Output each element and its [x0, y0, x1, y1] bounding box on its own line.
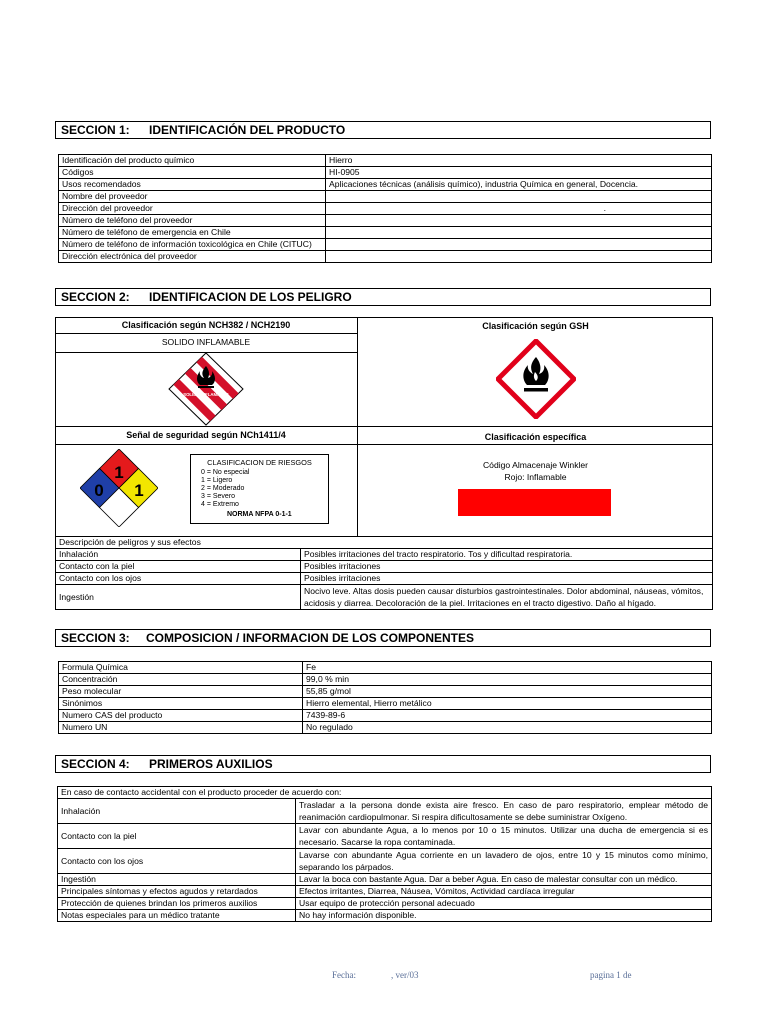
nch-header: Clasificación según NCH382 / NCH2190 [121, 320, 291, 330]
section-title: PRIMEROS AUXILIOS [149, 757, 273, 771]
table-row: Concentración 99,0 % min [59, 674, 712, 686]
table-row: Dirección del proveedor . [59, 203, 712, 215]
section-number: SECCION 1: [61, 123, 130, 137]
product-identification-table [58, 154, 712, 263]
table-row: Número de teléfono de emergencia en Chile [59, 227, 712, 239]
table-row: Inhalación Posibles irritaciones del tracto respiratorio. Tos y dificultad respiratoria. [56, 549, 713, 561]
table-row: Nombre del proveedor [59, 191, 712, 203]
winkler-code-label: Código Almacenaje Winkler [482, 460, 589, 470]
senal-header: Señal de seguridad según NCh1411/4 [126, 430, 286, 440]
table-row: Notas especiales para un médico tratante No hay información disponible. [58, 910, 712, 922]
legend-title: CLASIFICACION DE RIESGOS [207, 458, 312, 467]
section-number: SECCION 4: [61, 757, 130, 771]
table-row: Contacto con la piel Lavar con abundante Agua, a lo menos por 10 o 15 minutos. Utilizar una ducha de emergencia si es necesario. Sacarse la ropa contaminada. [58, 824, 712, 849]
table-row: Numero CAS del producto 7439-89-6 [59, 710, 712, 722]
especifica-header: Clasificación específica [484, 432, 587, 442]
composition-table [58, 661, 712, 734]
legend-item: 4 = Extremo [201, 501, 239, 508]
first-aid-table [57, 786, 712, 922]
footer-fecha: Fecha: [332, 970, 356, 980]
nfpa-reactivity: 1 [134, 481, 144, 500]
section-number: SECCION 3: [61, 631, 130, 645]
legend-item: 1 = Ligero [201, 477, 233, 484]
nfpa-diamond-icon [80, 449, 158, 527]
nfpa-flammability: 1 [114, 463, 124, 482]
ghs-flame-pictogram-icon [496, 339, 576, 419]
section-number: SECCION 2: [61, 290, 130, 304]
legend-item: 0 = No especial [201, 469, 250, 476]
table-row: Sinónimos Hierro elemental, Hierro metálico [59, 698, 712, 710]
nfpa-health: 0 [94, 481, 104, 500]
table-row: Contacto con los ojos Posibles irritaciones [56, 573, 713, 585]
table-row: Códigos HI-0905 [59, 167, 712, 179]
footer-page: pagina 1 de [590, 970, 632, 980]
nch-value: SOLIDO INFLAMABLE [161, 337, 251, 347]
table-row: Descripción de peligros y sus efectos [56, 537, 713, 549]
table-row: Contacto con los ojos Lavarse con abundante Agua corriente en un lavadero de ojos, entre 10 y 15 minutos como mínimo, separando los párpados. [58, 849, 712, 874]
table-row: Dirección electrónica del proveedor [59, 251, 712, 263]
nfpa-norma: NORMA NFPA 0-1-1 [227, 511, 292, 518]
table-row: Ingestión Lavar la boca con bastante Agua. Dar a beber Agua. En caso de malestar consultar con un médico. [58, 874, 712, 886]
table-row: Contacto con la piel Posibles irritaciones [56, 561, 713, 573]
legend-item: 2 = Moderado [201, 485, 245, 492]
table-row: Principales síntomas y efectos agudos y retardados Efectos irritantes, Diarrea, Náusea, Vómitos, Actividad cardíaca irregular [58, 886, 712, 898]
flammable-solid-placard-icon [168, 352, 244, 426]
section-header-1 [55, 121, 711, 139]
section-header-2 [55, 288, 711, 306]
section-title: COMPOSICION / INFORMACION DE LOS COMPONENTES [146, 631, 475, 645]
table-row: Inhalación Trasladar a la persona donde exista aire fresco. En caso de paro respiratorio, emplear método de reanimación cardiopulmonar. Si respira dificultosamente se debe suministrar Oxígeno. [58, 799, 712, 824]
placard-text: SOLIDO INFLAMABLE [183, 392, 229, 397]
section-header-3 [55, 629, 711, 647]
legend-item: 3 = Severo [201, 493, 236, 500]
table-row: Protección de quienes brindan los primeros auxilios Usar equipo de protección personal adecuado [58, 898, 712, 910]
table-row: Número de teléfono de información toxicológica en Chile (CITUC) [59, 239, 712, 251]
section-header-4 [55, 755, 711, 773]
risk-classification-legend [190, 454, 329, 524]
section-title: IDENTIFICACION DE LOS PELIGRO [149, 290, 352, 304]
winkler-color-swatch [458, 489, 611, 516]
table-row: Formula Química Fe [59, 662, 712, 674]
section-title: IDENTIFICACIÓN DEL PRODUCTO [149, 123, 346, 137]
table-row: Peso molecular 55,85 g/mol [59, 686, 712, 698]
winkler-color-label: Rojo: Inflamable [504, 472, 567, 482]
footer-version: , ver/03 [391, 970, 419, 980]
hazard-effects-table [55, 537, 713, 610]
table-row: Ingestión Nocivo leve. Altas dosis pueden causar disturbios gastrointestinales. Dolor abdominal, náuseas, vómitos, acidosis y diarrea. Decoloración de la piel. Irritaciones en el tracto digestivo. Daño al hígado. [56, 585, 713, 610]
table-row: En caso de contacto accidental con el producto proceder de acuerdo con: [58, 787, 712, 799]
table-row: Identificación del producto químico Hierro [59, 155, 712, 167]
table-row: Numero UN No regulado [59, 722, 712, 734]
gsh-header: Clasificación según GSH [482, 321, 589, 331]
table-row: Número de teléfono del proveedor [59, 215, 712, 227]
table-row: Usos recomendados Aplicaciones técnicas (análisis químico), industria Química en general, Docencia. [59, 179, 712, 191]
